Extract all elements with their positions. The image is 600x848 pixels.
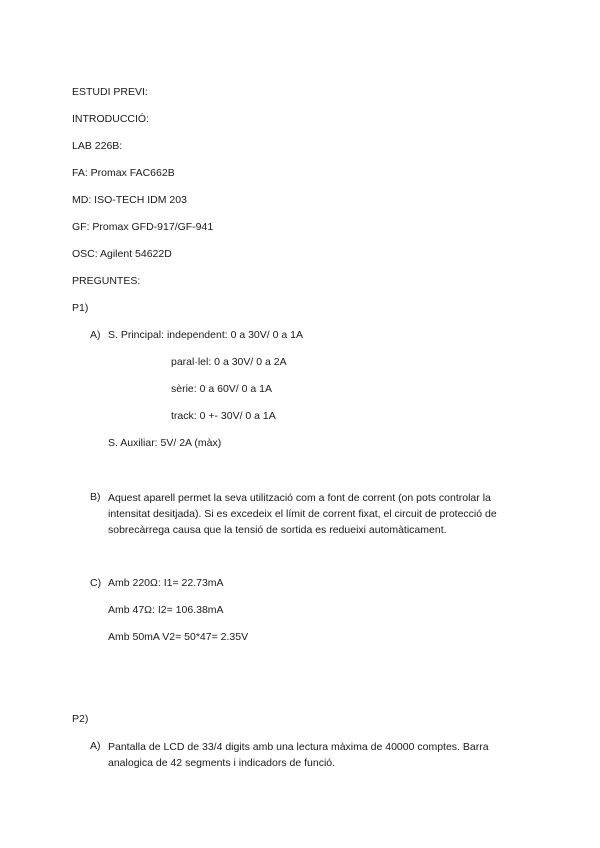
- p2-a-marker: A): [90, 740, 101, 752]
- question-p1-label: P1): [72, 302, 89, 314]
- p1-b-paragraph: Aquest aparell permet la seva utilització com a font de corrent (on pots controlar la intensitat desitjada). Si es excedeix el límit de corrent fixat, el circuit de protecció de sobrecàrrega causa que la tensió de sortida es redueixi automàticament.: [108, 492, 497, 536]
- heading-estudi-previ: ESTUDI PREVI:: [72, 86, 148, 98]
- lab-line: LAB 226B:: [72, 140, 123, 152]
- equipment-osc: OSC: Agilent 54622D: [72, 248, 172, 260]
- equipment-md: MD: ISO-TECH IDM 203: [72, 194, 187, 206]
- p1-a-parallel-line: paral·lel: 0 a 30V/ 0 a 2A: [171, 356, 287, 368]
- p1-c-marker: C): [90, 577, 102, 589]
- p2-a-paragraph: Pantalla de LCD de 33/4 digits amb una lectura màxima de 40000 comptes. Barra analogica de 42 segments i indicadors de funció.: [108, 741, 489, 769]
- p1-a-principal-line: S. Principal: independent: 0 a 30V/ 0 a 1A: [108, 329, 303, 341]
- question-p2-label: P2): [72, 713, 89, 725]
- p1-c-line-47: Amb 47Ω: I2= 106.38mA: [108, 604, 224, 616]
- p1-a-marker: A): [90, 329, 101, 341]
- p1-b-marker: B): [90, 491, 101, 503]
- equipment-fa: FA: Promax FAC662B: [72, 167, 175, 179]
- p1-a-auxiliar-line: S. Auxiliar: 5V/ 2A (màx): [108, 437, 222, 449]
- heading-introduccio: INTRODUCCIÓ:: [72, 113, 149, 125]
- equipment-gf: GF: Promax GFD-917/GF-941: [72, 221, 214, 233]
- p1-c-line-220: Amb 220Ω: I1= 22.73mA: [108, 577, 224, 589]
- heading-preguntes: PREGUNTES:: [72, 275, 141, 287]
- p1-c-line-50ma: Amb 50mA V2= 50*47= 2.35V: [108, 631, 249, 643]
- p1-a-track-line: track: 0 +- 30V/ 0 a 1A: [171, 410, 276, 422]
- p1-a-serie-line: sèrie: 0 a 60V/ 0 a 1A: [171, 383, 272, 395]
